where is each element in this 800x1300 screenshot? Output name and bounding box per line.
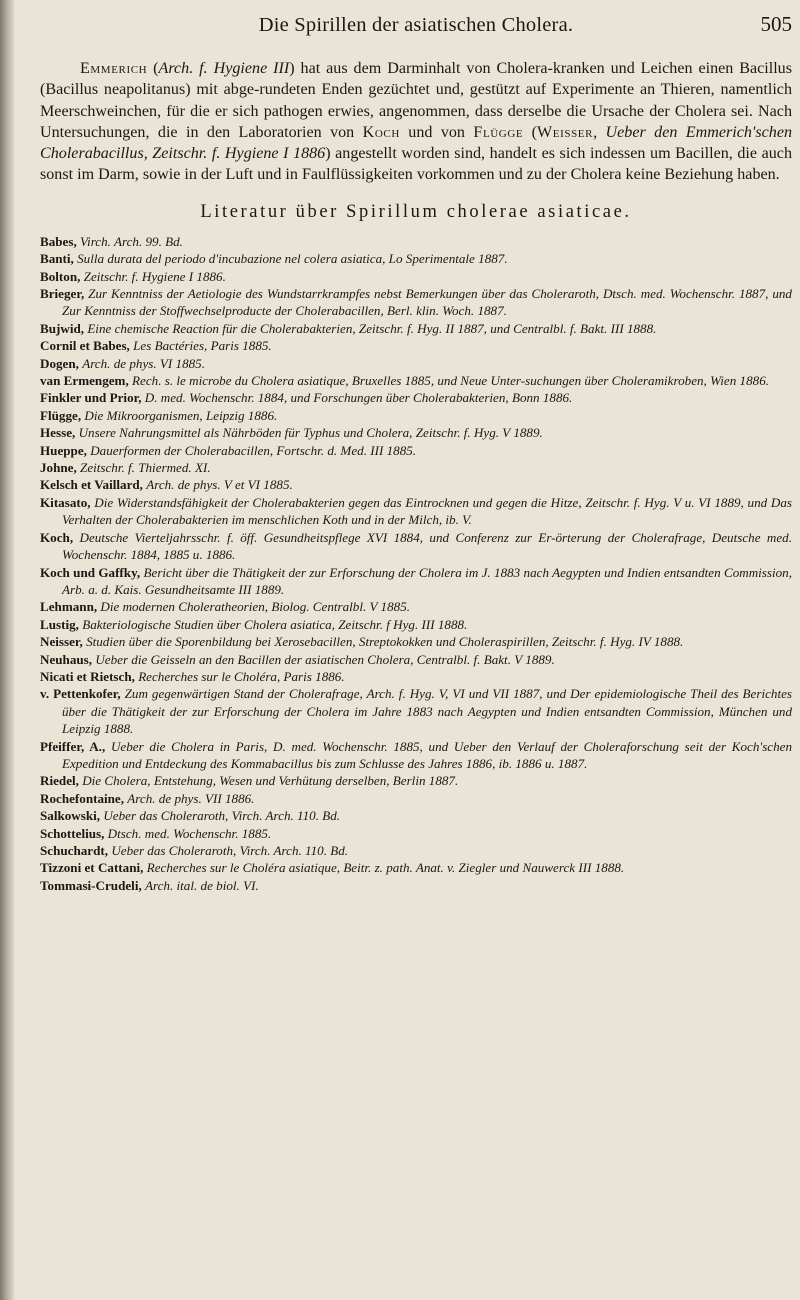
- reference-citation: Virch. Arch. 99. Bd.: [80, 233, 183, 249]
- reference-citation: Zur Kenntniss der Aetiologie des Wundstarrkrampfes nebst Bemerkungen über das Choleraroth, Dtsch. med. Wochenschr. 1887, und Zur Kenntniss der Stoffwechselproducte der Cholerabacillen, Berl. klin. Woch. 1887.: [62, 286, 792, 319]
- reference-author: Nicati et Rietsch,: [40, 668, 135, 684]
- author-name: Flügge: [473, 123, 524, 141]
- reference-author: Koch und Gaffky,: [40, 564, 141, 580]
- reference-author: Neuhaus,: [40, 651, 93, 667]
- reference-entry: [40, 494, 792, 529]
- reference-citation: Recherches sur le Choléra, Paris 1886.: [138, 668, 345, 684]
- reference-citation: Die Widerstandsfähigkeit der Cholerabakterien gegen das Eintrocknen und gegen die Hitze, Zeitschr. f. Hyg. V u. VI 1889, und Das Verhalten der Cholerabakterien im menschlichen Koth und in der Milch, ib. V.: [62, 494, 792, 528]
- reference-entry: [40, 442, 792, 459]
- reference-entry: [40, 772, 792, 789]
- reference-entry: [40, 459, 792, 476]
- reference-citation: Deutsche Vierteljahrsschr. f. öff. Gesundheitspflege XVI 1884, und Conferenz zur Er-örterung der Cholerafrage, Deutsche med. Wochenschr. 1884, 1885 u. 1886.: [62, 529, 792, 563]
- reference-citation: Die Cholera, Entstehung, Wesen und Verhütung derselben, Berlin 1887.: [82, 773, 459, 789]
- reference-entry: [40, 476, 792, 493]
- reference-citation: Zeitschr. f. Hygiene I 1886.: [83, 268, 226, 284]
- reference-citation: Ueber die Geisseln an den Bacillen der asiatischen Cholera, Centralbl. f. Bakt. V 1889.: [95, 651, 555, 667]
- text-run: ,: [593, 123, 606, 141]
- reference-citation: Arch. de phys. VII 1886.: [127, 790, 255, 806]
- reference-author: Tommasi-Crudeli,: [40, 877, 142, 893]
- reference-author: Banti,: [40, 251, 74, 267]
- reference-entry: [40, 424, 792, 441]
- reference-author: Hueppe,: [40, 442, 87, 458]
- reference-citation: Dtsch. med. Wochenschr. 1885.: [107, 825, 272, 841]
- book-spine-shadow: [0, 0, 14, 1300]
- reference-citation: Studien über die Sporenbildung bei Xerosebacillen, Streptokokken und Choleraspirillen, Zeitschr. f. Hyg. IV 1888.: [86, 634, 684, 650]
- reference-entry: [40, 685, 792, 737]
- reference-entry: [40, 877, 792, 894]
- reference-author: Lustig,: [40, 616, 79, 632]
- reference-citation: Die modernen Choleratheorien, Biolog. Centralbl. V 1885.: [100, 599, 411, 615]
- reference-entry: [40, 633, 792, 650]
- reference-entry: [40, 564, 792, 599]
- text-run: (: [147, 60, 159, 77]
- reference-author: Salkowski,: [40, 808, 101, 824]
- reference-citation: Les Bactéries, Paris 1885.: [133, 338, 272, 354]
- citation: Ueber den Emmerich'schen Cholerabacillus, Zeitschr. f. Hygiene I 1886: [40, 123, 793, 163]
- reference-entry: [40, 268, 792, 285]
- reference-citation: Unsere Nahrungsmittel als Nährböden für Typhus und Cholera, Zeitschr. f. Hyg. V 1889.: [78, 425, 543, 441]
- reference-author: Lehmann,: [40, 599, 98, 615]
- reference-author: Neisser,: [40, 634, 83, 650]
- reference-author: Rochefontaine,: [40, 790, 125, 806]
- reference-author: Dogen,: [40, 355, 79, 371]
- page-number: 505: [760, 12, 792, 36]
- reference-citation: Rech. s. le microbe du Cholera asiatique, Bruxelles 1885, und Neue Unter-suchungen über Choleramikroben, Wien 1886.: [132, 373, 770, 389]
- reference-author: Babes,: [40, 233, 77, 249]
- reference-entry: [40, 668, 792, 685]
- reference-entry: [40, 842, 792, 859]
- reference-entry: [40, 389, 792, 406]
- reference-author: Kelsch et Vaillard,: [40, 477, 143, 493]
- text-run: (: [523, 123, 537, 141]
- reference-author: Cornil et Babes,: [40, 338, 130, 354]
- reference-entry: [40, 616, 792, 633]
- reference-citation: Zum gegenwärtigen Stand der Cholerafrage, Arch. f. Hyg. V, VI und VII 1887, und Der epidemiologische Theil des Berichtes über die Thätigkeit der zur Erforschung der Cholera im Jahre 1883 nach Aegypten und Indien entsandten Commission, München und Leipzig 1888.: [62, 686, 792, 737]
- reference-author: Schottelius,: [40, 825, 105, 841]
- reference-citation: Ueber das Choleraroth, Virch. Arch. 110. Bd.: [111, 843, 349, 858]
- reference-author: Finkler und Prior,: [40, 390, 142, 406]
- reference-entry: [40, 372, 792, 389]
- reference-entry: [40, 790, 792, 807]
- reference-citation: Arch. ital. de biol. VI.: [145, 877, 259, 893]
- reference-entry: [40, 407, 792, 424]
- reference-citation: Ueber das Choleraroth, Virch. Arch. 110. Bd.: [103, 808, 341, 824]
- reference-list: [40, 233, 792, 894]
- reference-author: Brieger,: [40, 286, 85, 301]
- reference-entry: [40, 738, 792, 773]
- reference-entry: [40, 320, 792, 337]
- reference-citation: Sulla durata del periodo d'incubazione nel colera asiatica, Lo Sperimentale 1887.: [77, 251, 508, 267]
- reference-author: Flügge,: [40, 407, 82, 423]
- reference-author: van Ermengem,: [40, 373, 129, 389]
- reference-author: Kitasato,: [40, 494, 91, 510]
- reference-entry: [40, 859, 792, 876]
- book-page: [40, 0, 792, 1300]
- reference-entry: [40, 233, 792, 250]
- page-header: [40, 0, 792, 42]
- reference-entry: [40, 355, 792, 372]
- reference-citation: Eine chemische Reaction für die Cholerabakterien, Zeitschr. f. Hyg. II 1887, und Centralbl. f. Bakt. III 1888.: [87, 320, 657, 336]
- author-name: Koch: [362, 123, 400, 141]
- reference-citation: Dauerformen der Cholerabacillen, Fortschr. d. Med. III 1885.: [90, 442, 417, 458]
- reference-author: Bolton,: [40, 268, 81, 284]
- citation: Arch. f. Hygiene III: [158, 60, 290, 77]
- reference-author: Koch,: [40, 529, 74, 545]
- reference-author: Riedel,: [40, 773, 79, 789]
- reference-entry: [40, 250, 792, 267]
- author-name: Emmerich: [80, 60, 148, 77]
- reference-citation: Arch. de phys. V et VI 1885.: [146, 477, 293, 493]
- reference-entry: [40, 598, 792, 615]
- text-run: und von: [399, 123, 474, 141]
- reference-entry: [40, 337, 792, 354]
- reference-author: v. Pettenkofer,: [40, 686, 121, 702]
- reference-entry: [40, 651, 792, 668]
- reference-entry: [40, 807, 792, 824]
- reference-author: Johne,: [40, 460, 77, 476]
- reference-citation: Bericht über die Thätigkeit der zur Erforschung der Cholera im J. 1883 nach Aegypten und Indien entsandten Commission, Arb. a. d. Kais. Gesundheitsamte III 1889.: [62, 564, 792, 597]
- reference-author: Schuchardt,: [40, 843, 109, 858]
- reference-entry: [40, 825, 792, 842]
- author-name: Weisser: [537, 123, 594, 141]
- reference-citation: Ueber die Cholera in Paris, D. med. Wochenschr. 1885, und Ueber den Verlauf der Choleraforschung seit der Koch'schen Expedition und Entdeckung des Kommabacillus bis zum Schlusse des Jahres 1886, ib. 1886 u. 1887.: [62, 738, 793, 771]
- intro-paragraph: [40, 58, 792, 186]
- text-run: ) angestellt worden sind, handelt es sich indessen um Bacillen, die auch sonst im Darm, sowie in der Luft und in Faulflüssigkeiten vorkommen und zu der Cholera keine Beziehung haben.: [40, 145, 792, 184]
- literature-heading: Literatur über Spirillum cholerae asiaticae.: [200, 201, 632, 222]
- reference-author: Bujwid,: [40, 320, 85, 336]
- reference-citation: Arch. de phys. VI 1885.: [82, 355, 205, 371]
- reference-entry: [40, 529, 792, 564]
- reference-citation: Recherches sur le Choléra asiatique, Beitr. z. path. Anat. v. Ziegler und Nauwerck III 1888.: [146, 860, 625, 876]
- running-title: Die Spirillen der asiatischen Cholera.: [258, 14, 574, 36]
- reference-citation: D. med. Wochenschr. 1884, und Forschungen über Cholerabakterien, Bonn 1886.: [144, 390, 573, 406]
- reference-author: Pfeiffer, A.,: [40, 738, 106, 754]
- reference-citation: Bakteriologische Studien über Cholera asiatica, Zeitschr. f Hyg. III 1888.: [82, 616, 468, 632]
- text-run: ) hat aus dem Darminhalt von Cholera-kranken und Leichen einen Bacillus (Bacillus neapolitanus) mit abge-rundeten Enden gezüchtet und, gestützt auf Experimente an Thieren, namentlich Meerschweinchen, für die er sich pathogen erwies, angenommen, dass derselbe die Ursache der Cholera sei. Nach Untersuchungen, die in den Laboratorien von: [40, 60, 792, 141]
- reference-author: Hesse,: [40, 425, 76, 441]
- reference-entry: [40, 285, 792, 320]
- reference-citation: Die Mikroorganismen, Leipzig 1886.: [84, 407, 278, 423]
- reference-citation: Zeitschr. f. Thiermed. XI.: [80, 460, 211, 476]
- reference-author: Tizzoni et Cattani,: [40, 860, 144, 876]
